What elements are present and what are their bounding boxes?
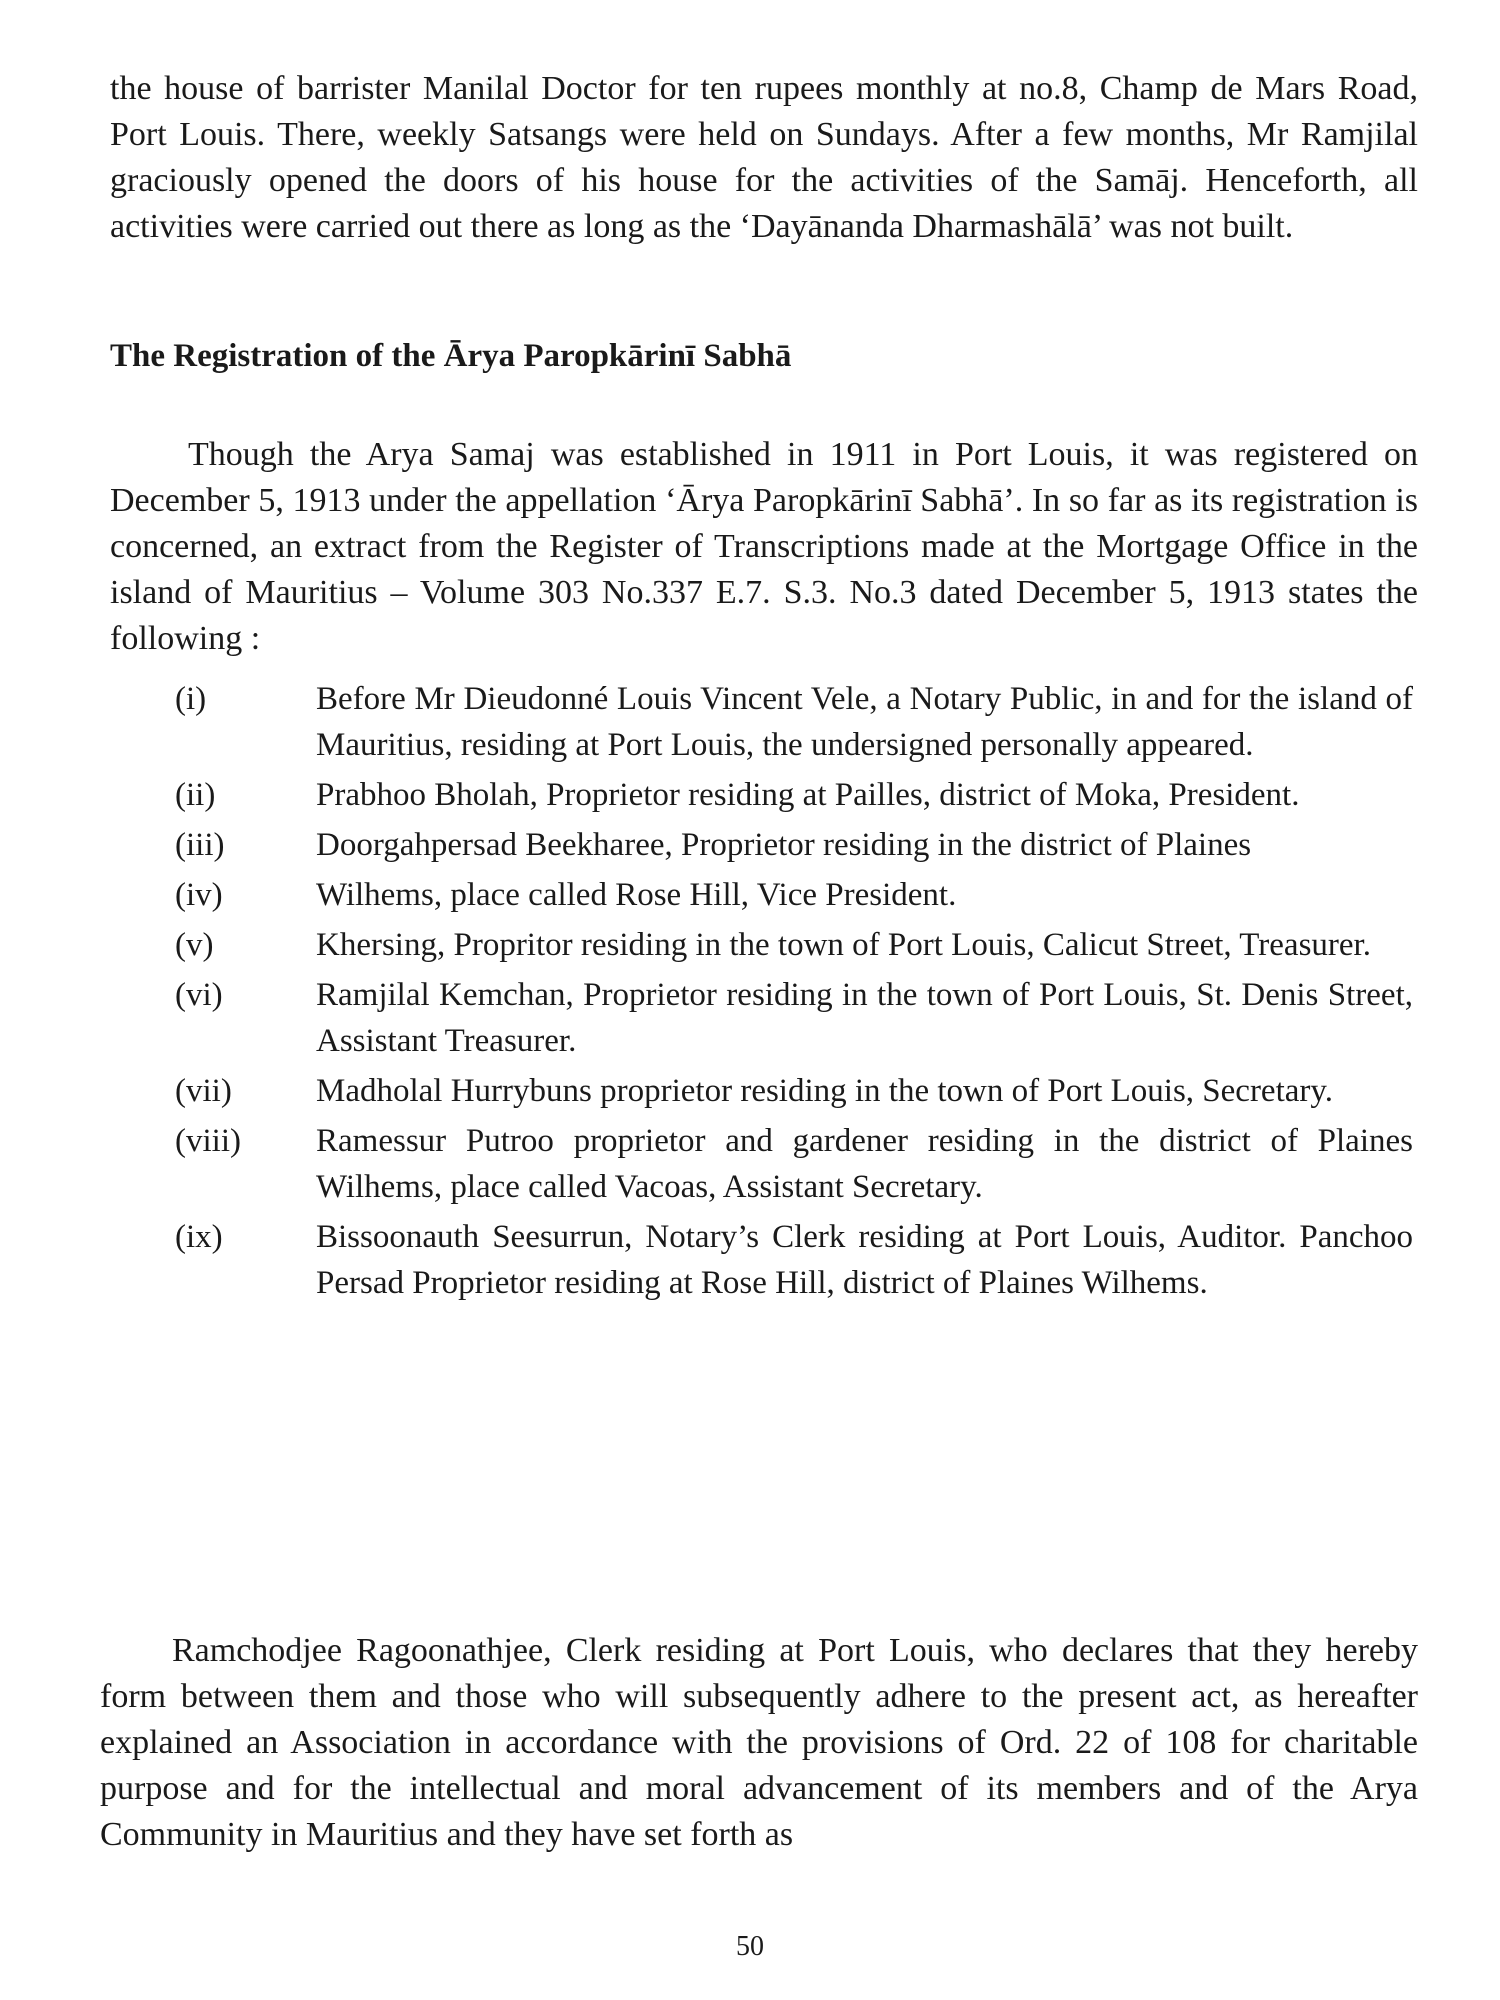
list-item-number: (i) [175,681,207,717]
list-item-number: (iv) [175,877,223,913]
list-item [0,772,1500,818]
list-item-number: (vii) [175,1073,232,1109]
list-item [0,822,1500,868]
list-item-text: Wilhems, place called Rose Hill, Vice President. [316,877,957,913]
list-item-text: Before Mr Dieudonné Louis Vincent Vele, a Notary Public, in and for the island of Mauritius, residing at Port Louis, the undersigned personally appeared. [316,681,1413,763]
list-item-number: (v) [175,927,214,963]
list-item-number: (iii) [175,827,225,863]
paragraph-declaration: Ramchodjee Ragoonathjee, Clerk residing at Port Louis, who declares that they hereby form between them and those who will subsequently adhere to the present act, as hereafter explained an Association in accordance with the provisions of Ord. 22 of 108 for charitable purpose and for the intellectual and moral advancement of its members and of the Arya Community in Mauritius and they have set forth as [100,1632,1418,1853]
list-item [0,676,1500,768]
list-item-text: Bissoonauth Seesurrun, Notary’s Clerk residing at Port Louis, Auditor. Panchoo Persad Proprietor residing at Rose Hill, district of Plaines Wilhems. [316,1219,1413,1301]
paragraph-registration: Though the Arya Samaj was established in 1911 in Port Louis, it was registered on December 5, 1913 under the appellation ‘Ārya Paropkārinī Sabhā’. In so far as its registration is concerned, an extract from the Register of Transcriptions made at the Mortgage Office in the island of Mauritius – Volume 303 No.337 E.7. S.3. No.3 dated December 5, 1913 states the following : [110,436,1418,657]
list-item-text: Madholal Hurrybuns proprietor residing in the town of Port Louis, Secretary. [316,1073,1333,1109]
paragraph-opening: the house of barrister Manilal Doctor for ten rupees monthly at no.8, Champ de Mars Road, Port Louis. There, weekly Satsangs were held on Sundays. After a few months, Mr Ramjilal graciously opened the doors of his house for the activities of the Samāj. Henceforth, all activities were carried out there as long as the ‘Dayānanda Dharmashālā’ was not built. [110,70,1418,245]
list-item-text: Prabhoo Bholah, Proprietor residing at Pailles, district of Moka, President. [316,777,1300,813]
list-item-number: (ix) [175,1219,223,1255]
list-item-number: (vi) [175,977,223,1013]
list-item [0,922,1500,968]
list-item-text: Khersing, Propritor residing in the town of Port Louis, Calicut Street, Treasurer. [316,927,1371,963]
list-item-text: Doorgahpersad Beekharee, Proprietor residing in the district of Plaines [316,827,1252,863]
list-item [0,1214,1500,1306]
list-item [0,1118,1500,1210]
list-item [0,1068,1500,1114]
list-item-text: Ramessur Putroo proprietor and gardener residing in the district of Plaines Wilhems, place called Vacoas, Assistant Secretary. [316,1123,1413,1205]
list-item-number: (ii) [175,777,216,813]
page-number: 50 [736,1931,764,1962]
section-heading: The Registration of the Ārya Paropkārinī Sabhā [110,338,792,374]
list-item [0,872,1500,918]
list-item [0,972,1500,1064]
list-item-number: (viii) [175,1123,241,1159]
list-item-text: Ramjilal Kemchan, Proprietor residing in the town of Port Louis, St. Denis Street, Assistant Treasurer. [316,977,1413,1059]
members-list [0,676,1500,1310]
